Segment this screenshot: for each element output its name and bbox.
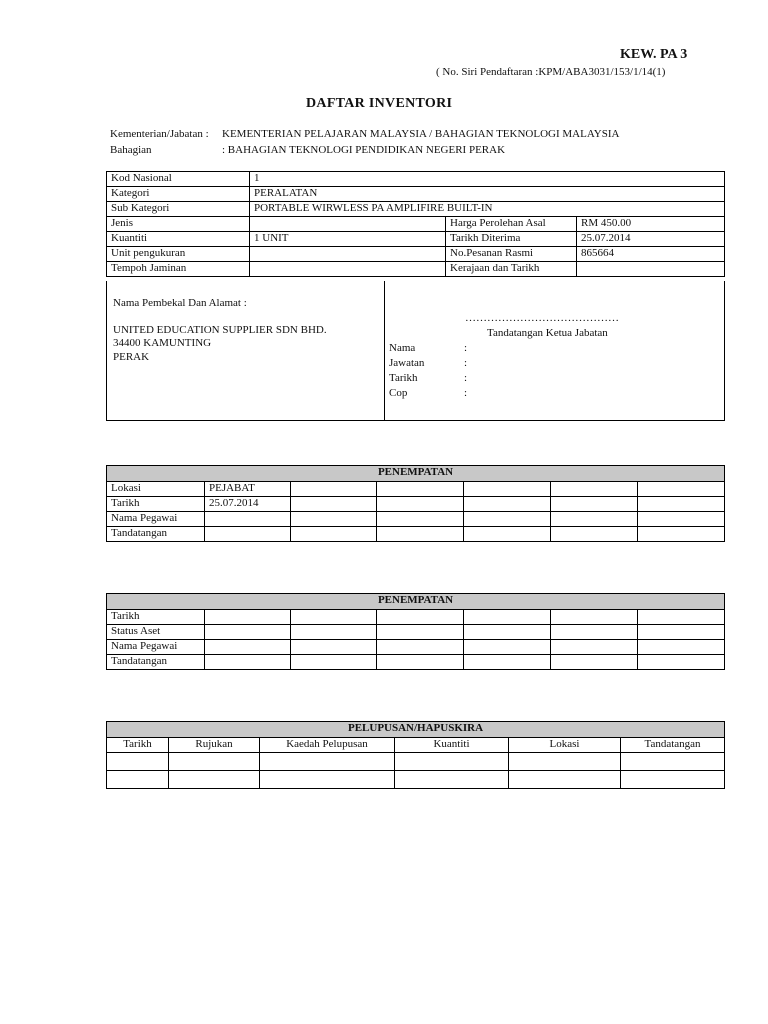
ministry-value: KEMENTERIAN PELAJARAN MALAYSIA / BAHAGIAN TEKNOLOGI MALAYSIA: [222, 128, 620, 140]
kerajaan-value[interactable]: [577, 262, 725, 277]
registration-number: ( No. Siri Pendaftaran :KPM/ABA3031/153/1/14(1): [436, 66, 666, 78]
kuantiti-label: Kuantiti: [107, 232, 250, 247]
p1-tarikh-label: Tarikh: [107, 497, 205, 512]
p1-tandatangan-label: Tandatangan: [107, 527, 205, 542]
p1-cell[interactable]: [638, 512, 725, 527]
disposal-cell[interactable]: [107, 753, 169, 771]
sig-nama-label: Nama: [389, 342, 416, 354]
disposal-title: PELUPUSAN/HAPUSKIRA: [107, 722, 725, 738]
p2-cell[interactable]: [638, 610, 725, 625]
disposal-col-tandatangan: Tandatangan: [621, 738, 725, 753]
disposal-cell[interactable]: [260, 753, 395, 771]
p2-cell[interactable]: [464, 640, 551, 655]
division-row: [110, 144, 505, 156]
p2-cell[interactable]: [377, 640, 464, 655]
p2-cell[interactable]: [291, 625, 377, 640]
disposal-col-kaedah: Kaedah Pelupusan: [260, 738, 395, 753]
p2-cell[interactable]: [377, 655, 464, 670]
kod-nasional-value[interactable]: 1: [250, 172, 725, 187]
p1-cell[interactable]: [205, 512, 291, 527]
disposal-cell[interactable]: [621, 753, 725, 771]
supplier-line-1: UNITED EDUCATION SUPPLIER SDN BHD.: [113, 324, 327, 336]
ministry-label: Kementerian/Jabatan :: [110, 128, 209, 140]
p2-cell[interactable]: [377, 610, 464, 625]
p2-tandatangan-label: Tandatangan: [107, 655, 205, 670]
p2-cell[interactable]: [291, 655, 377, 670]
p1-cell[interactable]: [464, 482, 551, 497]
p2-cell[interactable]: [377, 625, 464, 640]
disposal-col-kuantiti: Kuantiti: [395, 738, 509, 753]
division-label: Bahagian: [110, 144, 152, 156]
disposal-cell[interactable]: [395, 753, 509, 771]
disposal-cell[interactable]: [169, 753, 260, 771]
p1-nama-pegawai-label: Nama Pegawai: [107, 512, 205, 527]
disposal-cell[interactable]: [395, 771, 509, 789]
no-pesanan-label: No.Pesanan Rasmi: [446, 247, 577, 262]
p1-cell[interactable]: [291, 497, 377, 512]
p2-cell[interactable]: [551, 655, 638, 670]
p1-tarikh-value[interactable]: 25.07.2014: [205, 497, 291, 512]
placement-1-title: PENEMPATAN: [107, 466, 725, 482]
p1-cell[interactable]: [464, 527, 551, 542]
unit-pengukuran-value[interactable]: [250, 247, 446, 262]
signature-line[interactable]: ……………………………………: [465, 312, 619, 324]
tarikh-diterima-value[interactable]: 25.07.2014: [577, 232, 725, 247]
p2-tarikh-label: Tarikh: [107, 610, 205, 625]
disposal-col-lokasi: Lokasi: [509, 738, 621, 753]
supplier-section: [107, 281, 385, 420]
sig-cop-label: Cop: [389, 387, 408, 399]
p1-cell[interactable]: [551, 527, 638, 542]
placement-table-2: [106, 593, 725, 670]
p1-cell[interactable]: [377, 512, 464, 527]
signature-caption: Tandatangan Ketua Jabatan: [487, 327, 608, 339]
harga-value[interactable]: RM 450.00: [577, 217, 725, 232]
p2-cell[interactable]: [205, 610, 291, 625]
no-pesanan-value[interactable]: 865664: [577, 247, 725, 262]
sig-jawatan-colon: :: [464, 357, 468, 369]
p2-cell[interactable]: [291, 640, 377, 655]
disposal-cell[interactable]: [509, 753, 621, 771]
p2-cell[interactable]: [464, 610, 551, 625]
form-code: KEW. PA 3: [620, 47, 688, 62]
kod-nasional-label: Kod Nasional: [107, 172, 250, 187]
p1-cell[interactable]: [551, 482, 638, 497]
sig-jawatan-label: Jawatan: [389, 357, 425, 369]
document-title: DAFTAR INVENTORI: [306, 96, 453, 111]
sig-cop-colon: :: [464, 387, 468, 399]
sub-kategori-value[interactable]: PORTABLE WIRWLESS PA AMPLIFIRE BUILT-IN: [250, 202, 725, 217]
unit-pengukuran-label: Unit pengukuran: [107, 247, 250, 262]
p2-cell[interactable]: [205, 625, 291, 640]
p1-cell[interactable]: [464, 512, 551, 527]
kerajaan-label: Kerajaan dan Tarikh: [446, 262, 577, 277]
p1-cell[interactable]: [377, 482, 464, 497]
p1-cell[interactable]: [377, 527, 464, 542]
disposal-table: [106, 721, 725, 789]
placement-table-1: [106, 465, 725, 542]
p2-cell[interactable]: [551, 625, 638, 640]
sig-tarikh-label: Tarikh: [389, 372, 418, 384]
p1-lokasi-value[interactable]: PEJABAT: [205, 482, 291, 497]
p1-cell[interactable]: [551, 512, 638, 527]
p1-cell[interactable]: [291, 512, 377, 527]
tempoh-jaminan-label: Tempoh Jaminan: [107, 262, 250, 277]
disposal-cell[interactable]: [509, 771, 621, 789]
p1-cell[interactable]: [551, 497, 638, 512]
division-value: : BAHAGIAN TEKNOLOGI PENDIDIKAN NEGERI PERAK: [222, 144, 506, 156]
p2-nama-pegawai-label: Nama Pegawai: [107, 640, 205, 655]
p2-cell[interactable]: [464, 655, 551, 670]
p2-cell[interactable]: [291, 610, 377, 625]
disposal-cell[interactable]: [169, 771, 260, 789]
disposal-col-rujukan: Rujukan: [169, 738, 260, 753]
p1-cell[interactable]: [464, 497, 551, 512]
sig-tarikh-colon: :: [464, 372, 468, 384]
sub-kategori-label: Sub Kategori: [107, 202, 250, 217]
p1-cell[interactable]: [638, 497, 725, 512]
p1-cell[interactable]: [638, 527, 725, 542]
p1-cell[interactable]: [291, 482, 377, 497]
kategori-value[interactable]: PERALATAN: [250, 187, 725, 202]
p2-cell[interactable]: [638, 640, 725, 655]
asset-info-table: [106, 171, 725, 277]
p1-lokasi-label: Lokasi: [107, 482, 205, 497]
p1-cell[interactable]: [205, 527, 291, 542]
kuantiti-value[interactable]: 1 UNIT: [250, 232, 446, 247]
ministry-row: [110, 128, 619, 140]
disposal-cell[interactable]: [107, 771, 169, 789]
p2-cell[interactable]: [551, 610, 638, 625]
disposal-cell[interactable]: [260, 771, 395, 789]
sig-nama-colon: :: [464, 342, 468, 354]
kategori-label: Kategori: [107, 187, 250, 202]
p2-cell[interactable]: [638, 625, 725, 640]
supplier-line-2: 34400 KAMUNTING: [113, 337, 212, 349]
tempoh-jaminan-value[interactable]: [250, 262, 446, 277]
supplier-signature-box: [106, 281, 725, 421]
p1-cell[interactable]: [291, 527, 377, 542]
p1-cell[interactable]: [638, 482, 725, 497]
p2-cell[interactable]: [551, 640, 638, 655]
supplier-label: Nama Pembekal Dan Alamat :: [113, 297, 247, 309]
p2-cell[interactable]: [205, 655, 291, 670]
harga-label: Harga Perolehan Asal: [446, 217, 577, 232]
jenis-value[interactable]: [250, 217, 446, 232]
tarikh-diterima-label: Tarikh Diterima: [446, 232, 577, 247]
p2-cell[interactable]: [464, 625, 551, 640]
supplier-line-3: PERAK: [113, 351, 150, 363]
p2-status-aset-label: Status Aset: [107, 625, 205, 640]
placement-2-title: PENEMPATAN: [107, 594, 725, 610]
p2-cell[interactable]: [205, 640, 291, 655]
disposal-col-tarikh: Tarikh: [107, 738, 169, 753]
p1-cell[interactable]: [377, 497, 464, 512]
jenis-label: Jenis: [107, 217, 250, 232]
p2-cell[interactable]: [638, 655, 725, 670]
disposal-cell[interactable]: [621, 771, 725, 789]
